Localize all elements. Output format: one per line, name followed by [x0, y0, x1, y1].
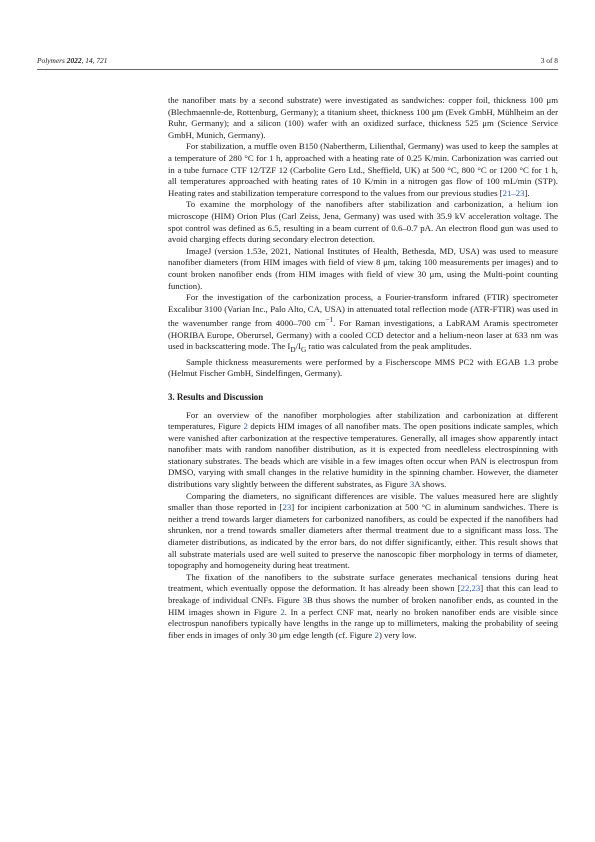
citation-link[interactable]: 22,23 — [460, 583, 481, 594]
journal-year: 2022 — [66, 56, 82, 65]
header-rule — [37, 69, 558, 70]
figure-link[interactable]: 2 — [280, 606, 285, 617]
page-number: 3 of 8 — [540, 56, 558, 65]
body-text — [168, 95, 558, 641]
citation-link[interactable]: 21–23 — [502, 187, 525, 198]
paragraph-diameters: Comparing the diameters, no significant differences are visible. The values measured here are slightly smaller than those reported in [23] for incipient carbonization at 500 °C in aluminum sandwiches. There is neither a trend towards larger diameters for carbonized nanofibers, as could be expected if the nanofibers had shrunken, nor a trend towards smaller diameters after thermal treatment due to a significant mass loss. The diameter distributions, as indicated by the error bars, do not differ significantly, either. This result shows that all substrate materials used are well suited to preserve the nanoscopic fiber morphology in terms of diameter, topography and homogeneity during heat treatment. — [168, 490, 558, 571]
citation-link[interactable]: 23 — [282, 502, 292, 513]
journal-volume: , 14, 721 — [81, 56, 108, 65]
paragraph-him: To examine the morphology of the nanofibers after stabilization and carbonization, a helium ion microscope (HIM) Orion Plus (Carl Zeiss, Jena, Germany) was used with 35.9 kV acceleration voltage. The spot control was defined as 6.5, resulting in a beam current of 0.6–0.7 pA. An electron flood gun was used to avoid charging effects during secondary electron detection. — [168, 199, 558, 245]
paragraph-ftir-raman: For the investigation of the carbonization process, a Fourier-transform infrared (FTIR) spectrometer Excalibur 3100 (Varian Inc., Palo Alto, CA, USA) in attenuated total reflection mode (ATR-FTIR) was used in the wavenumber range from 4000–700 $cm^{-1}$. For Raman investigations, a LabRAM Aramis spectrometer (HORIBA Europe, Oberursel, Germany) with a cooled CCD detector and a helium-neon laser at 633 nm was used in backscattering mode. The $I_D/I_G$ ratio was calculated from the peak amplitudes. — [168, 292, 558, 355]
figure-link[interactable]: 3 — [302, 595, 307, 605]
page-header — [37, 56, 558, 68]
paragraph-fixation: The fixation of the nanofibers to the substrate surface generates mechanical tensions during heat treatment, which eventually oppose the deformation. It has already been shown [22,23] that this can lead to breakage of individual CNFs. Figure 3B thus shows the number of broken nanofiber ends, as counted in the HIM images shown in Figure 2. In a perfect CNF mat, nearly no broken nanofiber ends are visible since electrospun nanofibers typically have lengths in the range up to millimeters, making the probability of seeing fiber ends in images of only 30 μm edge length (cf. Figure 2) very low. — [168, 571, 558, 640]
paragraph-stabilization: For stabilization, a muffle oven B150 (Nabertherm, Lilienthal, Germany) was used to keep the samples at a temperature of 280 °C for 1 h, approached with a heating rate of 0.25 K/min. Carbonization was carried out in a tube furnace CTF 12/TZF 12 (Carbolite Gero Ltd., Sheffield, UK) at 500 °C, 800 °C or 1200 °C for 1 h, all temperatures approached with heating rates of 10 K/min in a nitrogen gas flow of 100 mL/min (STP). Heating rates and stabilization temperature correspond to the values from our previous studies [21–23]. — [168, 141, 558, 198]
section-heading: 3. Results and Discussion — [168, 391, 264, 402]
figure-link[interactable]: 3 — [409, 479, 415, 490]
journal-name: Polymers — [37, 56, 65, 65]
journal-citation — [37, 56, 107, 65]
paragraph-results-overview: For an overview of the nanofiber morphologies after stabilization and carbonization at different temperatures, Figure 2 depicts HIM images of all nanofiber mats. The open positions indicate samples, which were vanished after carbonization at the respective temperatures. Generally, all images show apparently intact nanofiber mats with random nanofiber distribution, as it is expected from needleless electrospinning with stationary substrates. The beads which are visible in a few images often occur when PAN is electrospun from DMSO, varying with small changes in the relative humidity in the spinning chamber. However, the diameter distributions vary slightly between the different substrates, as Figure 3A shows. — [168, 409, 559, 490]
figure-link[interactable]: 2 — [374, 629, 379, 640]
paragraph-thickness: Sample thickness measurements were performed by a Fischerscope MMS PC2 with EGAB 1.3 probe (Helmut Fischer GmbH, Sindelfingen, Germany). — [168, 356, 558, 379]
figure-link[interactable]: 2 — [243, 421, 248, 432]
paragraph-substrates: the nanofiber mats by a second substrate) were investigated as sandwiches: copper foil, thickness 100 μm (Blechmaennle-de, Rottenburg, Germany); a titanium sheet, thickness 100 μm (Evek GmbH, Mühlheim an der Ruhr, Germany); and a silicon (100) wafer with an oxidized surface, thickness 525 μm (Science Service GmbH, Munich, Germany). — [168, 95, 558, 140]
paragraph-imagej: ImageJ (version 1.53e, 2021, National Institutes of Health, Bethesda, MD, USA) was used to measure nanofiber diameters (from HIM images with field of view 8 μm, taking 100 measurements per images) and to count broken nanofiber ends (from HIM images with field of view 30 μm, using the Multi-point counting function). — [168, 245, 558, 291]
